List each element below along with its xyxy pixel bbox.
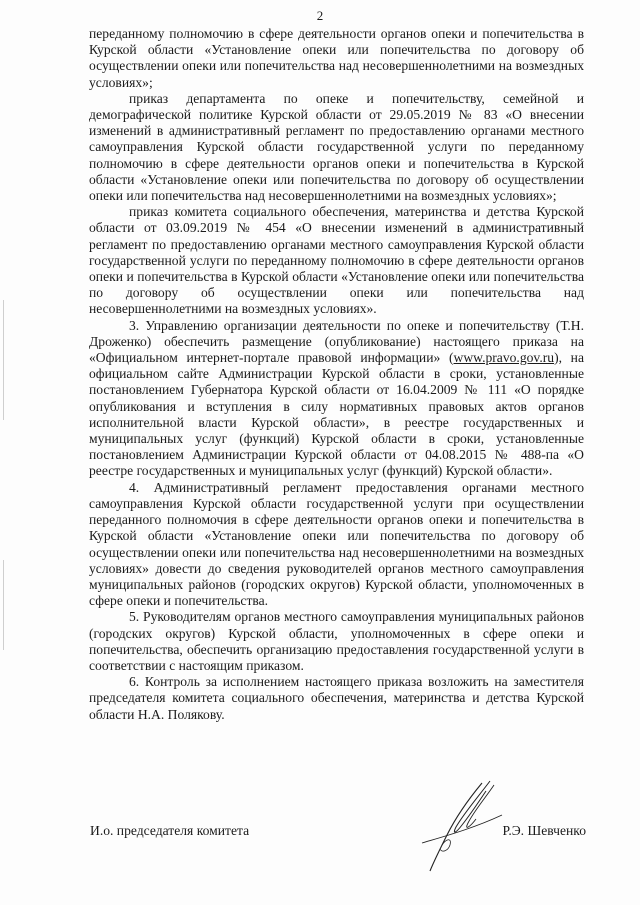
item-3-text: 3. Управлению организации деятельности по опеке и попечительству (Т.Н. Дроженко) обеспечить размещение (опубликование) настоящего приказа на «Официальном интернет-портале правовой информации» (: [89, 317, 584, 366]
document-body: [89, 26, 584, 723]
scan-margin-line: [3, 300, 4, 420]
paragraph-continuation: переданному полномочию в сфере деятельности органов опеки и попечительства в Курской области «Установление опеки или попечительства по договору об осуществлении опеки или попечительства над несовершеннолетними на возмездных условиях»;: [89, 26, 584, 90]
paragraph-order-department: приказ департамента по опеке и попечительству, семейной и демографической политике Курской области от 29.05.2019 № 83 «О внесении изменений в административный регламент по предоставлению органами местного самоуправления Курской области государственной услуги по переданному полномочию в сфере деятельности органов опеки и попечительства в Курской области «Установление опеки или попечительства по договору об осуществлении опеки или попечительства над несовершеннолетними на возмездных условиях»;: [89, 90, 584, 204]
paragraph-item-5: 5. Руководителям органов местного самоуправления муниципальных районов (городских округов) Курской области, уполномоченных в сфере опеки и попечительства, обеспечить организацию предоставления государственной услуги в соответствии с настоящим приказом.: [89, 609, 584, 673]
handwritten-signature: [412, 775, 512, 875]
item-3-text-continued: ), на официальном сайте Администрации Курской области в сроки, установленные постановлением Губернатора Курской области от 16.04.2009 № 111 «О порядке опубликования и вступления в силу нормативных правовых актов органов исполнительной власти Курской области», в реестре государственных и муниципальных услуг (функций) Курской области в сроки, установленные постановлением Администрации Курской области от 04.08.2015 № 488-па «О реестре государственных и муниципальных услуг (функций) Курской области».: [89, 350, 584, 479]
pravo-link[interactable]: www.pravo.gov.ru: [453, 350, 555, 366]
paragraph-item-3: [89, 318, 584, 480]
signatory-title: И.о. председателя комитета: [90, 823, 250, 838]
paragraph-order-committee: приказ комитета социального обеспечения, материнства и детства Курской области от 03.09.2019 № 454 «О внесении изменений в административный регламент по предоставлению органами местного самоуправления Курской области государственной услуги по переданному полномочию в сфере деятельности органов опеки и попечительства в Курской области «Установление опеки или попечительства по договору об осуществлении опеки или попечительства над несовершеннолетними на возмездных условиях».: [89, 204, 584, 317]
signatory-name: Р.Э. Шевченко: [502, 823, 586, 838]
paragraph-item-4: 4. Административный регламент предоставления органами местного самоуправления Курской области государственной услуги при осуществлении переданного полномочия в сфере деятельности органов опеки и попечительства в Курской области «Установление опеки или попечительства по договору об осуществлении опеки или попечительства над несовершеннолетними на возмездных условиях» довести до сведения руководителей органов местного самоуправления муниципальных районов (городских округов) Курской области, уполномоченных в сфере опеки и попечительства.: [89, 479, 584, 609]
page-number: 2: [316, 8, 324, 23]
paragraph-item-6: 6. Контроль за исполнением настоящего приказа возложить на заместителя председателя комитета социального обеспечения, материнства и детства Курской области Н.А. Полякову.: [89, 674, 584, 722]
scan-margin-line: [3, 560, 4, 650]
